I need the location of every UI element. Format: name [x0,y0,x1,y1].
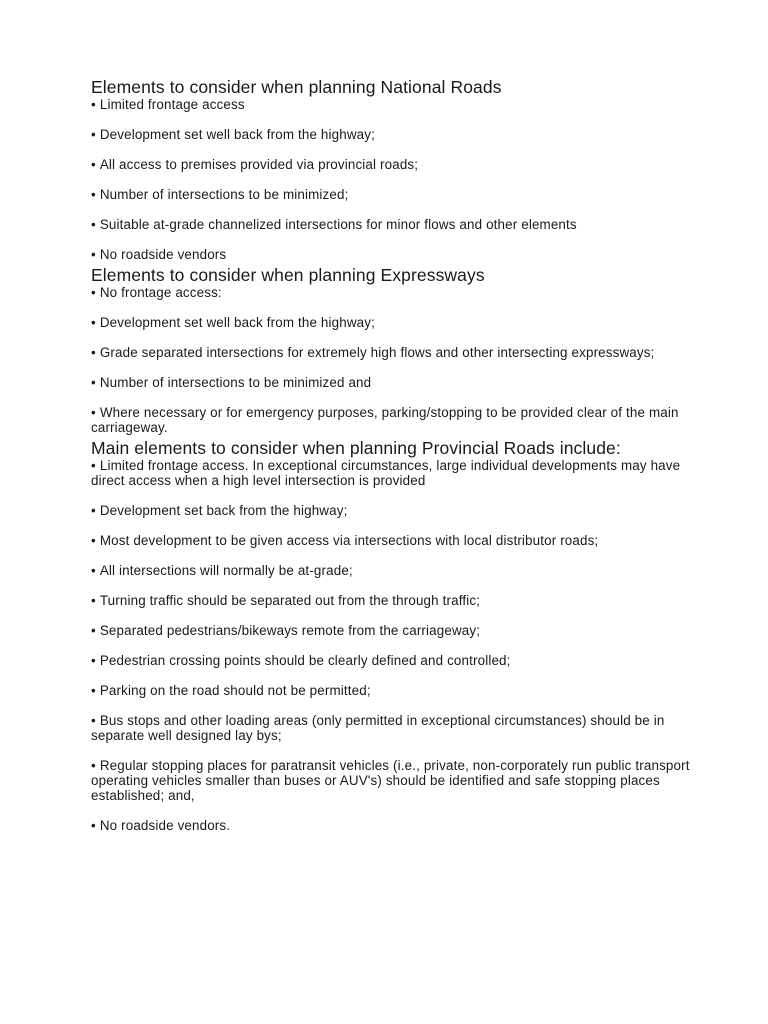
list-item [91,683,691,698]
bullet-icon: • [91,97,96,112]
bullet-icon: • [91,405,96,420]
list-item-text: Suitable at-grade channelized intersections for minor flows and other elements [99,217,577,232]
list-item-text: Grade separated intersections for extremely high flows and other intersecting expressways; [99,345,655,360]
list-item [91,563,691,578]
list-item-text: Development set well back from the highway; [99,315,375,330]
list-item-text: Separated pedestrians/bikeways remote from the carriageway; [99,623,481,638]
list-item-text: No roadside vendors. [99,818,231,833]
section-heading: Main elements to consider when planning Provincial Roads include: [91,438,621,458]
list-item [91,713,691,743]
list-item-text: No roadside vendors [99,247,227,262]
list-item [91,758,691,803]
list-item [91,593,691,608]
list-item [91,818,691,833]
bullet-icon: • [91,315,96,330]
list-item [91,405,691,435]
bullet-list [91,285,691,435]
bullet-list [91,458,691,833]
list-item [91,285,691,300]
list-item [91,533,691,548]
list-item-text: Bus stops and other loading areas (only permitted in exceptional circumstances) should be in separate well designed lay bys; [91,713,665,743]
list-item [91,315,691,330]
list-item [91,247,691,262]
bullet-list [91,97,691,262]
bullet-icon: • [91,758,96,773]
list-item-text: Limited frontage access. In exceptional circumstances, large individual developments may have direct access when a high level intersection is provided [91,458,681,488]
bullet-icon: • [91,285,96,300]
list-item-text: Parking on the road should not be permitted; [99,683,371,698]
list-item-text: Where necessary or for emergency purposes, parking/stopping to be provided clear of the main carriageway. [91,405,679,435]
list-item [91,503,691,518]
bullet-icon: • [91,345,96,360]
bullet-icon: • [91,187,96,202]
bullet-icon: • [91,653,96,668]
list-item [91,623,691,638]
bullet-icon: • [91,458,96,473]
list-item [91,217,691,232]
list-item-text: Development set back from the highway; [99,503,348,518]
document-page [91,77,691,836]
list-item-text: Number of intersections to be minimized and [99,375,372,390]
list-item-text: Regular stopping places for paratransit vehicles (i.e., private, non-corporately run public transport operating vehicles smaller than buses or AUV's) should be identified and safe stopping places established; and, [91,758,690,803]
list-item [91,127,691,142]
list-item-text: No frontage access: [99,285,222,300]
bullet-icon: • [91,713,96,728]
bullet-icon: • [91,818,96,833]
list-item [91,187,691,202]
bullet-icon: • [91,593,96,608]
section-heading: Elements to consider when planning National Roads [91,77,502,97]
list-item [91,375,691,390]
bullet-icon: • [91,375,96,390]
bullet-icon: • [91,503,96,518]
list-item-text: Limited frontage access [99,97,245,112]
list-item [91,458,691,488]
bullet-icon: • [91,683,96,698]
list-item [91,157,691,172]
bullet-icon: • [91,157,96,172]
section-heading: Elements to consider when planning Expressways [91,265,485,285]
section-expressways [91,265,691,435]
bullet-icon: • [91,563,96,578]
list-item-text: Development set well back from the highway; [99,127,375,142]
bullet-icon: • [91,623,96,638]
list-item-text: Pedestrian crossing points should be clearly defined and controlled; [99,653,511,668]
bullet-icon: • [91,247,96,262]
list-item [91,97,691,112]
list-item [91,653,691,668]
list-item-text: Number of intersections to be minimized; [99,187,349,202]
bullet-icon: • [91,533,96,548]
list-item-text: All intersections will normally be at-grade; [99,563,353,578]
section-national-roads [91,77,691,262]
list-item-text: Turning traffic should be separated out from the through traffic; [99,593,481,608]
list-item-text: Most development to be given access via intersections with local distributor roads; [99,533,599,548]
bullet-icon: • [91,217,96,232]
list-item [91,345,691,360]
section-provincial-roads [91,438,691,833]
list-item-text: All access to premises provided via provincial roads; [99,157,419,172]
bullet-icon: • [91,127,96,142]
